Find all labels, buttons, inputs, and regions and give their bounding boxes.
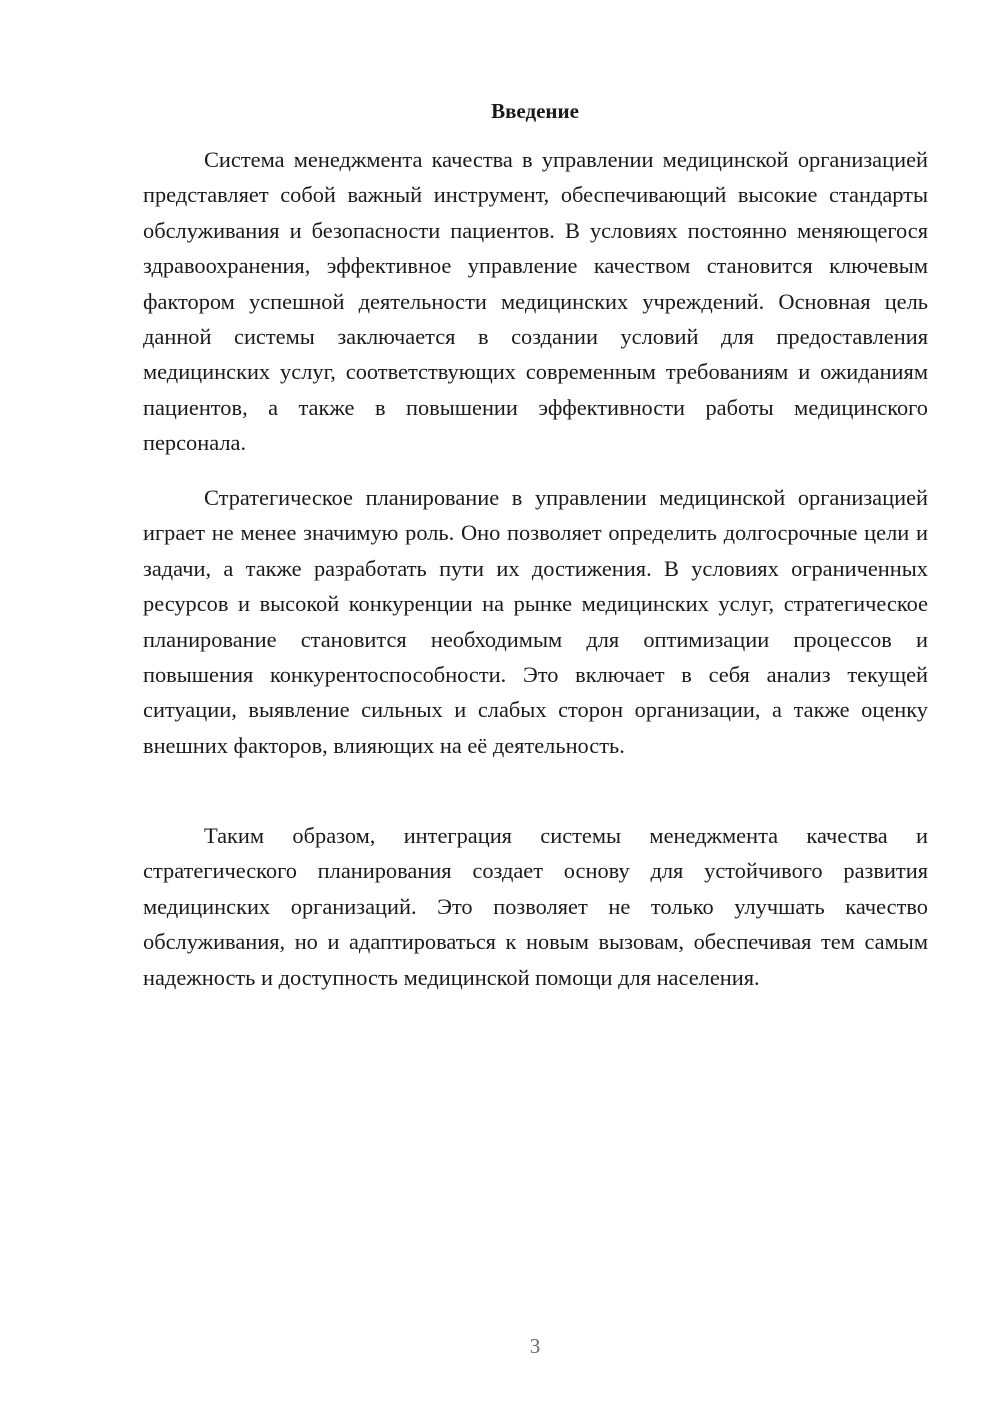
paragraph-2-text: Стратегическое планирование в управлении медицинской организацией играет не менее значимую роль. Оно позволяет определить долгосрочные цели и задачи, а также разработать пути их достижения. В условиях ограниченных ресурсов и высокой конкуренции на рынке медицинских услуг, стратегическое планирование становится необходимым для оптимизации процессов и повышения конкурентоспособности. Это включает в себя анализ текущей ситуации, выявление сильных и слабых сторон организации, а также оценку внешних факторов, влияющих на её деятельность.	[143, 485, 928, 758]
page-title: Введение	[491, 99, 579, 123]
paragraph-1-text: Система менеджмента качества в управлении медицинской организацией представляет собой важный инструмент, обеспечивающий высокие стандарты обслуживания и безопасности пациентов. В условиях постоянно меняющегося здравоохранения, эффективное управление качеством становится ключевым фактором успешной деятельности медицинских учреждений. Основная цель данной системы заключается в создании условий для предоставления медицинских услуг, соответствующих современным требованиям и ожиданиям пациентов, а также в повышении эффективности работы медицинского персонала.	[143, 147, 928, 456]
paragraph-2	[143, 480, 928, 763]
paragraph-1	[143, 142, 928, 461]
paragraph-3-text: Таким образом, интеграция системы менеджмента качества и стратегического планирования создает основу для устойчивого развития медицинских организаций. Это позволяет не только улучшать качество обслуживания, но и адаптироваться к новым вызовам, обеспечивая тем самым надежность и доступность медицинской помощи для населения.	[143, 823, 928, 990]
page-number: 3	[529, 1334, 541, 1358]
paragraph-3	[143, 818, 928, 995]
